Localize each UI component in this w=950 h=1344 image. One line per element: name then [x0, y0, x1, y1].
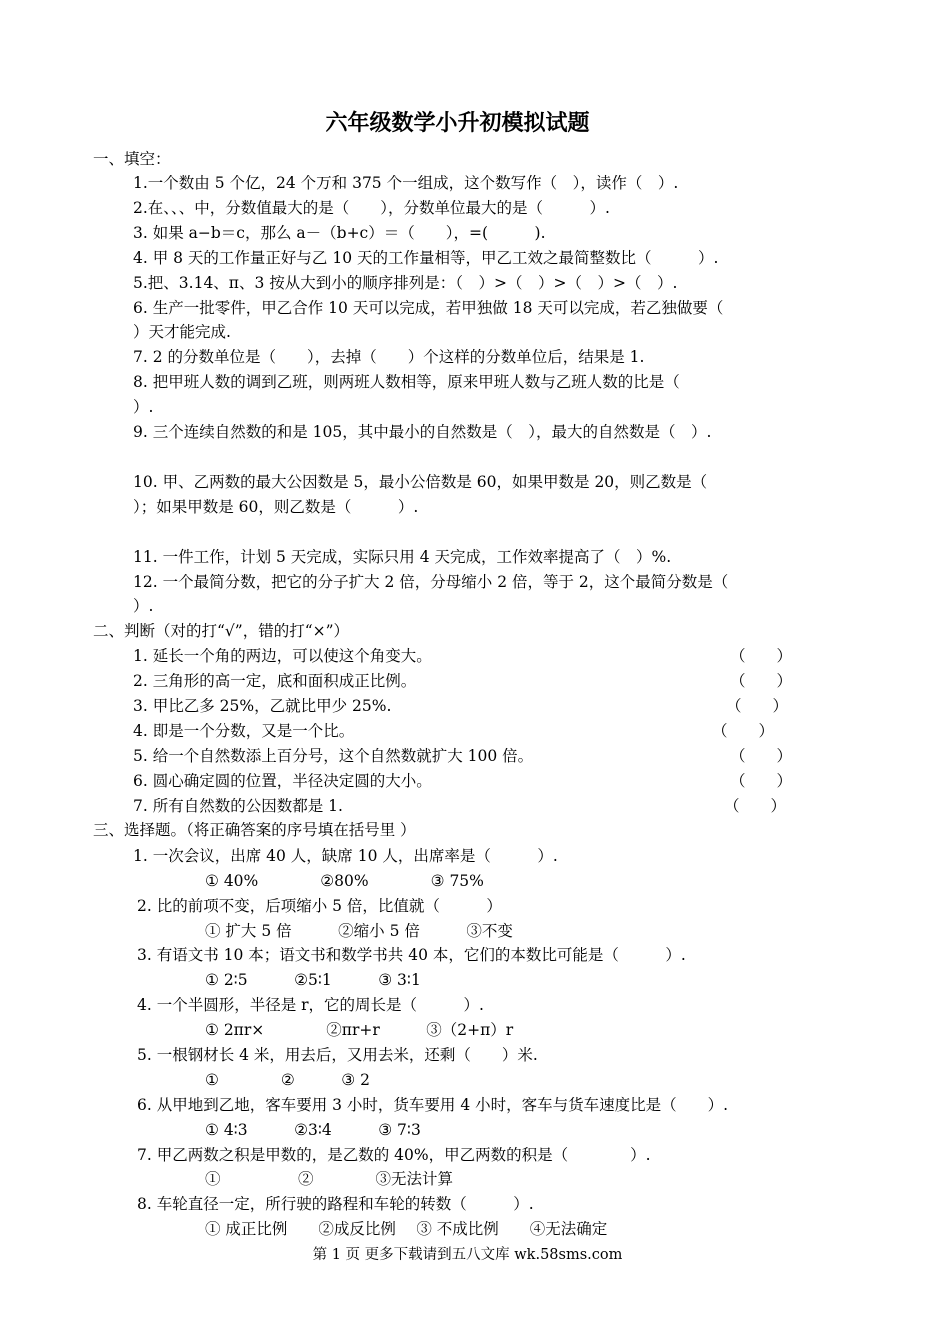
- choice-question: 5. 一根钢材长 4 米，用去后，又用去米，还剩（ ）米.: [137, 1046, 538, 1064]
- question-line: 10. 甲、乙两数的最大公因数是 5，最小公倍数是 60，如果甲数是 20，则乙数是（: [133, 473, 708, 491]
- question-line: 11. 一件工作，计划 5 天完成，实际只用 4 天完成，工作效率提高了（ ）%.: [133, 548, 672, 566]
- question-line: 7. 2 的分数单位是（ ），去掉（ ）个这样的分数单位后，结果是 1.: [133, 348, 645, 366]
- choice-options: ① 成正比例 ②成反比例 ③ 不成比例 ④无法确定: [205, 1220, 608, 1238]
- question-line: 9. 三个连续自然数的和是 105，其中最小的自然数是（ ），最大的自然数是（ ）.: [133, 423, 712, 441]
- section-heading-multiple-choice: 三、选择题。（将正确答案的序号填在括号里 ）: [93, 821, 416, 839]
- judgment-line: 2. 三角形的高一定，底和面积成正比例。: [133, 672, 417, 690]
- choice-question: 2. 比的前项不变，后项缩小 5 倍，比值就（ ）: [137, 897, 502, 915]
- question-line: 1.一个数由 5 个亿，24 个万和 375 个一组成，这个数写作（ ），读作（ ）.: [133, 174, 679, 192]
- question-line: ）天才能完成.: [133, 323, 231, 341]
- page-title: 六年级数学小升初模拟试题: [325, 110, 590, 136]
- judgment-line: 1. 延长一个角的两边，可以使这个角变大。: [133, 647, 432, 665]
- choice-options: ① 扩大 5 倍 ②缩小 5 倍 ③不变: [205, 922, 513, 940]
- choice-options: ① ② ③ 2: [205, 1071, 370, 1089]
- judgment-line: 5. 给一个自然数添上百分号，这个自然数就扩大 100 倍。: [133, 747, 534, 765]
- question-line: 12. 一个最简分数，把它的分子扩大 2 倍，分母缩小 2 倍，等于 2，这个最简分数是（: [133, 573, 729, 591]
- choice-question: 8. 车轮直径一定，所行驶的路程和车轮的转数（ ）.: [137, 1195, 534, 1213]
- choice-options: ① 2∶5 ②5∶1 ③ 3∶1: [205, 971, 421, 989]
- answer-bracket: （ ）: [730, 672, 793, 690]
- question-line: 3. 如果 a−b＝c，那么 a－（b+c）＝（ ），=( ).: [133, 224, 546, 242]
- answer-bracket: （ ）: [726, 697, 789, 715]
- choice-question: 1. 一次会议，出席 40 人，缺席 10 人，出席率是（ ）.: [133, 847, 558, 865]
- choice-question: 6. 从甲地到乙地，客车要用 3 小时，货车要用 4 小时，客车与货车速度比是（ ）.: [137, 1096, 729, 1114]
- section-heading-true-false: 二、判断（对的打“√”，错的打“×”）: [93, 622, 350, 640]
- answer-bracket: （ ）: [712, 722, 775, 740]
- choice-options: ① 2πr× ②πr+r ③（2+π）r: [205, 1021, 514, 1039]
- question-line: 4. 甲 8 天的工作量正好与乙 10 天的工作量相等，甲乙工效之最简整数比（ ）.: [133, 249, 719, 267]
- choice-options: ① ② ③无法计算: [205, 1170, 454, 1188]
- judgment-line: 6. 圆心确定圆的位置，半径决定圆的大小。: [133, 772, 432, 790]
- judgment-line: 4. 即是一个分数，又是一个比。: [133, 722, 355, 740]
- answer-bracket: （ ）: [724, 797, 787, 815]
- question-line: 6. 生产一批零件，甲乙合作 10 天可以完成，若甲独做 18 天可以完成，若乙独做要（: [133, 299, 724, 317]
- question-line: ）；如果甲数是 60，则乙数是（ ）.: [133, 498, 419, 516]
- judgment-line: 7. 所有自然数的公因数都是 1.: [133, 797, 343, 815]
- question-line: 5.把、3.14、π、3 按从大到小的顺序排列是：（ ）>（ ）>（ ）>（ ）.: [133, 274, 678, 292]
- question-line: ）.: [133, 597, 154, 615]
- question-line: 8. 把甲班人数的调到乙班，则两班人数相等，原来甲班人数与乙班人数的比是（: [133, 373, 680, 391]
- question-line: 2.在、、、中，分数值最大的是（ ），分数单位最大的是（ ）.: [133, 199, 610, 217]
- judgment-line: 3. 甲比乙多 25%，乙就比甲少 25%.: [133, 697, 392, 715]
- section-heading-fill-blank: 一、填空：: [93, 150, 171, 168]
- page-footer: 第 1 页 更多下载请到五八文库 wk.58sms.com: [312, 1247, 623, 1263]
- choice-question: 7. 甲乙两数之积是甲数的，是乙数的 40%，甲乙两数的积是（ ）.: [137, 1146, 651, 1164]
- answer-bracket: （ ）: [730, 772, 793, 790]
- choice-question: 4. 一个半圆形，半径是 r，它的周长是（ ）.: [137, 996, 484, 1014]
- choice-options: ① 4∶3 ②3∶4 ③ 7∶3: [205, 1121, 421, 1139]
- answer-bracket: （ ）: [730, 747, 793, 765]
- question-line: ）.: [133, 398, 154, 416]
- answer-bracket: （ ）: [730, 647, 793, 665]
- choice-question: 3. 有语文书 10 本；语文书和数学书共 40 本，它们的本数比可能是（ ）.: [137, 946, 686, 964]
- choice-options: ① 40% ②80% ③ 75%: [205, 872, 484, 890]
